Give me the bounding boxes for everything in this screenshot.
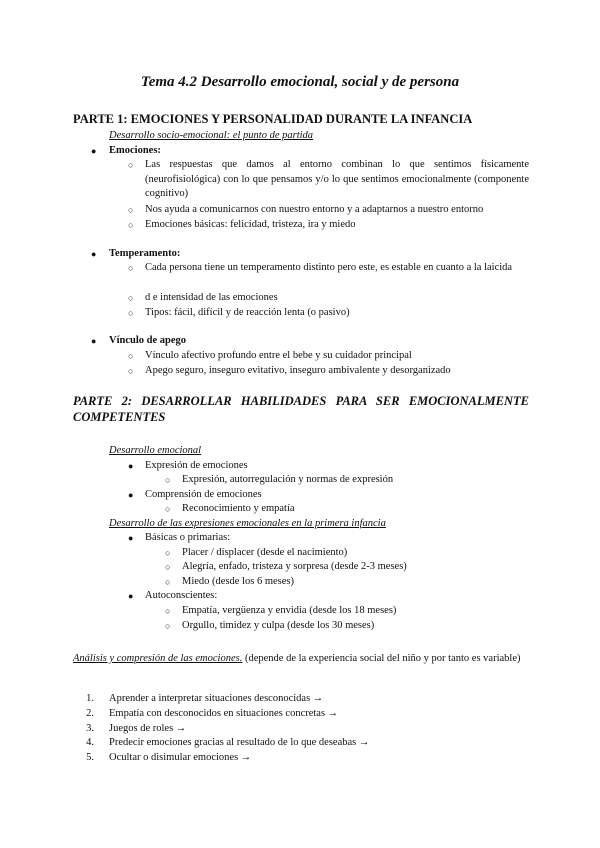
list-number: 5. [86,752,94,763]
circle-bullet-icon: ○ [165,548,171,558]
circle-bullet-icon: ○ [128,293,134,303]
circle-bullet-icon: ○ [128,160,134,170]
part1-heading: PARTE 1: EMOCIONES Y PERSONALIDAD DURANTE LA INFANCIA [73,112,473,126]
numbered-item: Empatía con desconocidos en situaciones concretas → [109,708,339,719]
circle-bullet-icon: ○ [128,308,134,318]
bullet-icon: ● [128,461,134,471]
circle-bullet-icon: ○ [165,562,171,572]
circle-bullet-icon: ○ [165,577,171,587]
bullet-icon: ● [128,591,134,601]
circle-bullet-icon: ○ [165,504,171,514]
circle-bullet-icon: ○ [128,263,134,273]
numbered-item: Juegos de roles → [109,723,187,734]
circle-bullet-icon: ○ [128,220,134,230]
list-number: 3. [86,723,94,734]
autoconscientes-item-2: Orgullo, timidez y culpa (desde los 30 meses) [182,620,375,631]
bullet-icon: ● [128,533,134,543]
autoconscientes-label: Autoconscientes: [145,590,218,601]
bullet-icon: ● [91,146,97,156]
basicas-item-1: Placer / displacer (desde el nacimiento) [182,547,348,558]
numbered-item: Aprender a interpretar situaciones desconocidas → [109,693,324,704]
emociones-label: Emociones: [109,145,161,156]
emociones-item-2: Nos ayuda a comunicarnos con nuestro entorno y a adaptarnos a nuestro entorno [145,204,484,215]
vinculo-item-1: Vínculo afectivo profundo entre el bebe y su cuidador principal [145,350,412,361]
circle-bullet-icon: ○ [165,475,171,485]
vinculo-item-2: Apego seguro, inseguro evitativo, inseguro ambivalente y desorganizado [145,365,451,376]
part1-subheading: Desarrollo socio-emocional: el punto de partida [109,130,314,141]
basicas-label: Básicas o primarias: [145,532,231,543]
part2-subheading-2: Desarrollo de las expresiones emocionales en la primera infancia [109,518,386,529]
numbered-item: Predecir emociones gracias al resultado de lo que deseabas → [109,737,370,748]
numbered-item: Ocultar o disimular emociones → [109,752,252,763]
analysis-paragraph [73,652,529,667]
circle-bullet-icon: ○ [165,621,171,631]
expresion-label: Expresión de emociones [145,460,248,471]
analysis-note: (depende de la experiencia social del niño y por tanto es variable) [244,653,521,664]
temperamento-label: Temperamento: [109,248,181,259]
bullet-icon: ● [128,490,134,500]
autoconscientes-item-1: Empatía, vergüenza y envidia (desde los 18 meses) [182,605,397,616]
bullet-icon: ● [91,249,97,259]
part2-heading: PARTE 2: DESARROLLAR HABILIDADES PARA SER EMOCIONALMENTE COMPETENTES [73,394,529,424]
emociones-item-1: Las respuestas que damos al entorno combinan lo que sentimos físicamente (neurofisiológica) con lo que pensamos y/o lo que sentimos emocionalmente (componente cognitivo) [145,159,529,199]
basicas-item-2: Alegría, enfado, tristeza y sorpresa (desde 2-3 meses) [182,561,407,572]
temperamento-item-1: Cada persona tiene un temperamento distinto pero este, es estable en cuanto a la laicida [145,262,513,273]
document-title: Tema 4.2 Desarrollo emocional, social y de persona [140,74,460,90]
basicas-item-3: Miedo (desde los 6 meses) [182,576,294,587]
circle-bullet-icon: ○ [128,366,134,376]
temperamento-item-2: d e intensidad de las emociones [145,292,278,303]
part2-subheading-1: Desarrollo emocional [109,445,202,456]
list-number: 4. [86,737,94,748]
temperamento-item-3: Tipos: fácil, difícil y de reacción lenta (o pasivo) [145,307,350,318]
circle-bullet-icon: ○ [128,351,134,361]
bullet-icon: ● [91,336,97,346]
circle-bullet-icon: ○ [128,205,134,215]
vinculo-label: Vínculo de apego [109,335,187,346]
list-number: 2. [86,708,94,719]
circle-bullet-icon: ○ [165,606,171,616]
analysis-label: Análisis y compresión de las emociones. [73,653,243,664]
comprension-sub: Reconocimiento y empatía [182,503,295,514]
expresion-sub: Expresión, autorregulación y normas de expresión [182,474,394,485]
emociones-item-3: Emociones básicas: felicidad, tristeza, ira y miedo [145,219,356,230]
comprension-label: Comprensión de emociones [145,489,262,500]
list-number: 1. [86,693,94,704]
